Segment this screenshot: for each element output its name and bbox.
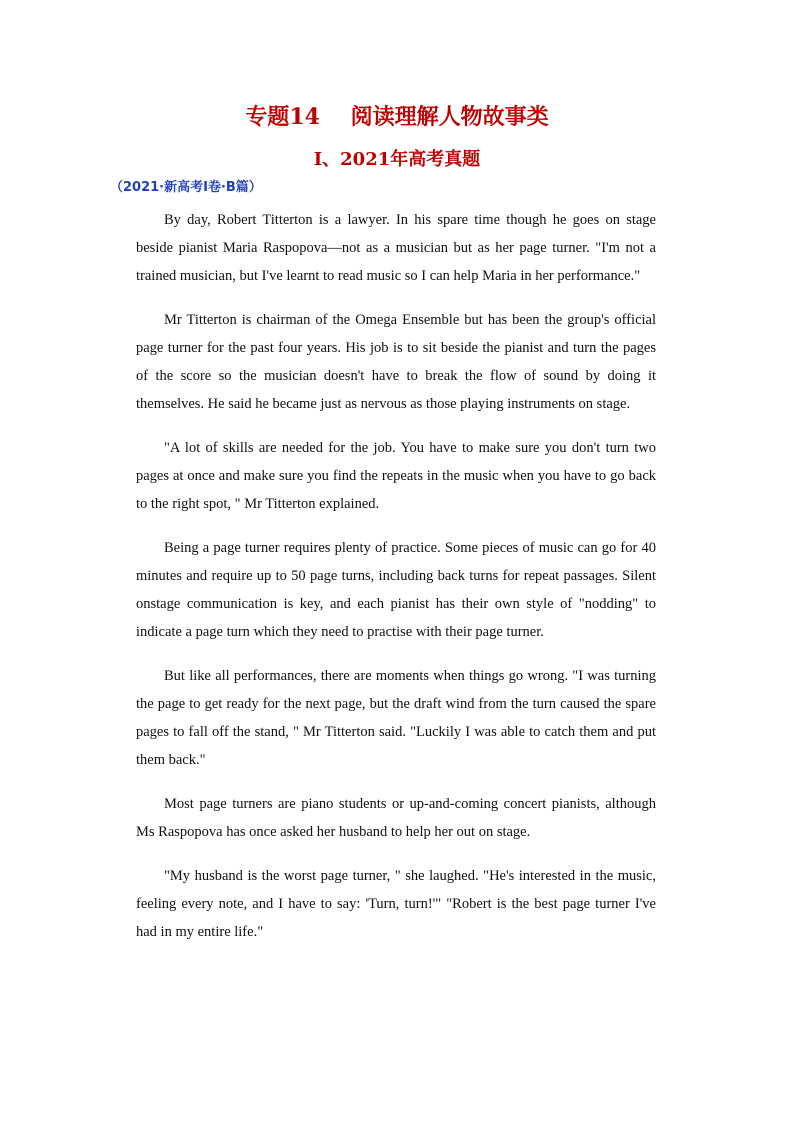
passage-paragraph: By day, Robert Titterton is a lawyer. In his spare time though he goes on stage beside pianist Maria Raspopova—not as a musician but as her page turner. "I'm not a trained musician, but I've learnt to read music so I can help Maria in her performance." xyxy=(136,212,656,284)
section-subtitle: I、2021年高考真题 xyxy=(313,149,481,170)
passage-paragraph: "My husband is the worst page turner, " she laughed. "He's interested in the music, feeling every note, and I have to say: 'Turn, turn!'" "Robert is the best page turner I've had in my entire life." xyxy=(136,868,656,940)
passage-body xyxy=(136,206,656,962)
passage-paragraph: Mr Titterton is chairman of the Omega Ensemble but has been the group's official page turner for the past four years. His job is to sit beside the pianist and turn the pages of the score so the musician doesn't have to break the flow of sound by doing it themselves. He said he became just as nervous as those playing instruments on stage. xyxy=(136,312,656,412)
passage-paragraph: "A lot of skills are needed for the job. You have to make sure you don't turn two pages at once and make sure you find the repeats in the music when you have to go back to the right spot, " Mr Titterton explained. xyxy=(136,440,656,512)
passage-paragraph: Most page turners are piano students or up-and-coming concert pianists, although Ms Raspopova has once asked her husband to help her out on stage. xyxy=(136,796,656,840)
exam-source-label: （2021·新高考I卷·B篇） xyxy=(110,180,262,195)
document-title: 专题14 阅读理解人物故事类 xyxy=(245,104,549,130)
passage-paragraph: But like all performances, there are moments when things go wrong. "I was turning the page to get ready for the next page, but the draft wind from the turn caused the spare pages to fall off the stand, " Mr Titterton said. "Luckily I was able to catch them and put them back." xyxy=(136,668,656,768)
passage-paragraph: Being a page turner requires plenty of practice. Some pieces of music can go for 40 minutes and require up to 50 page turns, including back turns for repeat passages. Silent onstage communication is key, and each pianist has their own style of "nodding" to indicate a page turn which they need to practise with their page turner. xyxy=(136,540,656,640)
